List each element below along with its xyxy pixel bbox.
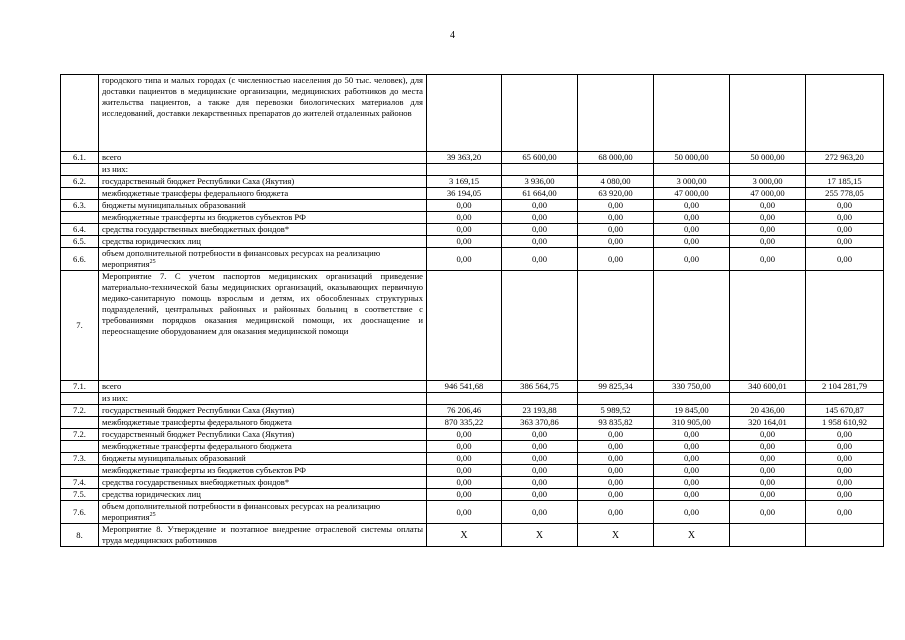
value-cell: 0,00 — [806, 477, 884, 489]
table-row — [61, 381, 884, 393]
value-cell: 330 750,00 — [654, 381, 730, 393]
table-row — [61, 417, 884, 429]
value-cell: 0,00 — [578, 489, 654, 501]
table-row — [61, 465, 884, 477]
value-cell: 61 664,00 — [502, 188, 578, 200]
row-index — [61, 212, 99, 224]
value-cell: 0,00 — [654, 453, 730, 465]
value-cell: 0,00 — [427, 236, 502, 248]
value-cell — [654, 393, 730, 405]
event-description: Мероприятие 8. Утверждение и поэтапное внедрение отраслевой системы оплаты труда медицинских работников — [99, 524, 427, 547]
row-label — [99, 501, 427, 524]
value-cell: 0,00 — [654, 429, 730, 441]
row-index: 6.6. — [61, 248, 99, 271]
row-index — [61, 441, 99, 453]
value-cell: 0,00 — [427, 429, 502, 441]
value-cell: 145 670,87 — [806, 405, 884, 417]
table-row — [61, 405, 884, 417]
empty-cell — [654, 271, 730, 381]
value-cell: 39 363,20 — [427, 152, 502, 164]
row-index: 7.1. — [61, 381, 99, 393]
row-label: всего — [99, 381, 427, 393]
value-cell: 0,00 — [502, 501, 578, 524]
value-cell: 0,00 — [806, 453, 884, 465]
value-cell: 17 185,15 — [806, 176, 884, 188]
table-row — [61, 524, 884, 547]
value-cell: 99 825,34 — [578, 381, 654, 393]
value-cell: 68 000,00 — [578, 152, 654, 164]
value-cell: 0,00 — [806, 224, 884, 236]
empty-cell — [427, 271, 502, 381]
value-cell: 0,00 — [578, 441, 654, 453]
table-row — [61, 75, 884, 152]
value-cell — [806, 524, 884, 547]
value-cell: 0,00 — [730, 248, 806, 271]
value-cell: 65 600,00 — [502, 152, 578, 164]
table-row — [61, 224, 884, 236]
value-cell: 0,00 — [578, 224, 654, 236]
value-cell: 23 193,88 — [502, 405, 578, 417]
value-cell: 20 436,00 — [730, 405, 806, 417]
table-row — [61, 236, 884, 248]
row-index: 7. — [61, 271, 99, 381]
value-cell: 0,00 — [427, 453, 502, 465]
value-cell: 0,00 — [502, 200, 578, 212]
value-cell — [502, 393, 578, 405]
value-cell — [730, 524, 806, 547]
budget-table-body — [61, 75, 884, 547]
value-cell: 0,00 — [654, 501, 730, 524]
value-cell: 0,00 — [730, 489, 806, 501]
row-index: 7.3. — [61, 453, 99, 465]
row-label: средства государственных внебюджетных фондов* — [99, 477, 427, 489]
value-cell: 0,00 — [730, 200, 806, 212]
row-index: 6.2. — [61, 176, 99, 188]
row-index: 6.1. — [61, 152, 99, 164]
value-cell: 272 963,20 — [806, 152, 884, 164]
table-row — [61, 393, 884, 405]
row-index — [61, 188, 99, 200]
value-cell: 2 104 281,79 — [806, 381, 884, 393]
value-cell: 0,00 — [578, 453, 654, 465]
value-cell: 63 920,00 — [578, 188, 654, 200]
value-cell: 0,00 — [654, 200, 730, 212]
table-row — [61, 176, 884, 188]
value-cell: 0,00 — [502, 429, 578, 441]
value-cell: 1 958 610,92 — [806, 417, 884, 429]
value-cell: 0,00 — [730, 465, 806, 477]
row-label: государственный бюджет Республики Саха (Якутия) — [99, 176, 427, 188]
value-cell: 0,00 — [427, 477, 502, 489]
value-cell — [578, 164, 654, 176]
row-label: всего — [99, 152, 427, 164]
row-label: межбюджетные трансферты из бюджетов субъектов РФ — [99, 465, 427, 477]
value-cell: 0,00 — [427, 501, 502, 524]
table-row — [61, 164, 884, 176]
empty-cell — [806, 75, 884, 152]
value-cell: X — [502, 524, 578, 547]
table-row — [61, 441, 884, 453]
value-cell: 0,00 — [654, 236, 730, 248]
value-cell: 4 080,00 — [578, 176, 654, 188]
value-cell: 19 845,00 — [654, 405, 730, 417]
value-cell: 0,00 — [654, 212, 730, 224]
value-cell: 3 000,00 — [730, 176, 806, 188]
empty-cell — [578, 271, 654, 381]
row-label: межбюджетные трансферты федерального бюджета — [99, 441, 427, 453]
row-label-text: объем дополнительной потребности в финансовых ресурсах на реализацию мероприятия — [102, 248, 381, 269]
value-cell: 0,00 — [578, 212, 654, 224]
empty-cell — [730, 75, 806, 152]
value-cell — [578, 393, 654, 405]
table-row — [61, 271, 884, 381]
value-cell: 0,00 — [654, 489, 730, 501]
value-cell: 255 778,05 — [806, 188, 884, 200]
value-cell: 0,00 — [806, 429, 884, 441]
row-index — [61, 417, 99, 429]
value-cell: 47 000,00 — [730, 188, 806, 200]
row-label-text: объем дополнительной потребности в финансовых ресурсах на реализацию мероприятия — [102, 501, 381, 522]
value-cell: 0,00 — [427, 224, 502, 236]
table-row — [61, 489, 884, 501]
value-cell: 363 370,86 — [502, 417, 578, 429]
value-cell: 3 000,00 — [654, 176, 730, 188]
value-cell: 0,00 — [502, 465, 578, 477]
value-cell: 0,00 — [578, 465, 654, 477]
row-index: 7.2. — [61, 429, 99, 441]
empty-cell — [654, 75, 730, 152]
row-index: 7.2. — [61, 405, 99, 417]
row-label: межбюджетные трансферты федерального бюджета — [99, 417, 427, 429]
value-cell: 50 000,00 — [730, 152, 806, 164]
value-cell — [730, 164, 806, 176]
value-cell: 320 164,01 — [730, 417, 806, 429]
row-index: 7.6. — [61, 501, 99, 524]
value-cell: 0,00 — [578, 248, 654, 271]
value-cell: 0,00 — [806, 248, 884, 271]
row-index — [61, 164, 99, 176]
value-cell: 0,00 — [730, 212, 806, 224]
value-cell: 0,00 — [578, 200, 654, 212]
value-cell — [806, 393, 884, 405]
value-cell: 0,00 — [502, 212, 578, 224]
row-label: средства государственных внебюджетных фондов* — [99, 224, 427, 236]
table-row — [61, 453, 884, 465]
row-index — [61, 75, 99, 152]
value-cell: X — [427, 524, 502, 547]
value-cell: 0,00 — [730, 441, 806, 453]
row-label: государственный бюджет Республики Саха (Якутия) — [99, 405, 427, 417]
value-cell: 0,00 — [502, 477, 578, 489]
value-cell: 870 335,22 — [427, 417, 502, 429]
row-index — [61, 465, 99, 477]
value-cell: 76 206,46 — [427, 405, 502, 417]
value-cell — [654, 164, 730, 176]
value-cell: 946 541,68 — [427, 381, 502, 393]
value-cell: X — [578, 524, 654, 547]
event-description: Мероприятие 7. С учетом паспортов медицинских организаций приведение материально-технической базы медицинских организаций, оказывающих первичную медико-санитарную помощь взрослым и детям, их обособленных структурных подразделений, центральных районных и районных больниц в соответствие с требованиями порядков оказания медицинской помощи, их дооснащение и переоснащение оборудованием для оказания медицинской помощи — [99, 271, 427, 381]
table-row — [61, 477, 884, 489]
footnote-mark: 25 — [149, 259, 156, 266]
value-cell: 50 000,00 — [654, 152, 730, 164]
value-cell: 0,00 — [730, 453, 806, 465]
value-cell: 310 905,00 — [654, 417, 730, 429]
value-cell: 0,00 — [502, 236, 578, 248]
value-cell: 0,00 — [502, 441, 578, 453]
row-index: 6.5. — [61, 236, 99, 248]
row-label: из них: — [99, 164, 427, 176]
value-cell: 0,00 — [502, 224, 578, 236]
row-label: средства юридических лиц — [99, 489, 427, 501]
row-label: государственный бюджет Республики Саха (Якутия) — [99, 429, 427, 441]
value-cell — [730, 393, 806, 405]
table-row — [61, 501, 884, 524]
row-index: 6.3. — [61, 200, 99, 212]
value-cell: 0,00 — [427, 441, 502, 453]
value-cell: 0,00 — [502, 248, 578, 271]
value-cell: 0,00 — [578, 236, 654, 248]
value-cell: 0,00 — [502, 453, 578, 465]
table-row — [61, 429, 884, 441]
value-cell: 0,00 — [730, 429, 806, 441]
row-label — [99, 248, 427, 271]
row-label: межбюджетные трансферты из бюджетов субъектов РФ — [99, 212, 427, 224]
value-cell: 0,00 — [427, 200, 502, 212]
row-index: 7.5. — [61, 489, 99, 501]
value-cell: 0,00 — [502, 489, 578, 501]
value-cell: 0,00 — [427, 465, 502, 477]
value-cell: 0,00 — [654, 224, 730, 236]
value-cell: 0,00 — [730, 501, 806, 524]
footnote-mark: 25 — [149, 512, 156, 519]
row-label: из них: — [99, 393, 427, 405]
table-row — [61, 188, 884, 200]
value-cell: 3 936,00 — [502, 176, 578, 188]
row-label: бюджеты муниципальных образований — [99, 453, 427, 465]
value-cell: 0,00 — [654, 477, 730, 489]
value-cell: 0,00 — [654, 441, 730, 453]
value-cell: 0,00 — [578, 477, 654, 489]
row-index: 6.4. — [61, 224, 99, 236]
value-cell: 47 000,00 — [654, 188, 730, 200]
table-row — [61, 212, 884, 224]
value-cell: 0,00 — [578, 429, 654, 441]
event-description-continued: городского типа и малых городах (с численностью населения до 50 тыс. человек), для доставки пациентов в медицинские организации, медицинских работников до места жительства пациентов, а также для перевозки биологических материалов для исследований, доставки лекарственных препаратов до жителей отдаленных районов — [99, 75, 427, 152]
value-cell: 36 194,05 — [427, 188, 502, 200]
value-cell: 0,00 — [654, 465, 730, 477]
value-cell — [427, 164, 502, 176]
value-cell: 0,00 — [427, 248, 502, 271]
value-cell: X — [654, 524, 730, 547]
value-cell: 3 169,15 — [427, 176, 502, 188]
value-cell: 0,00 — [806, 212, 884, 224]
table-row — [61, 248, 884, 271]
value-cell: 0,00 — [578, 501, 654, 524]
table-row — [61, 152, 884, 164]
value-cell — [502, 164, 578, 176]
value-cell: 0,00 — [806, 200, 884, 212]
value-cell: 0,00 — [427, 212, 502, 224]
value-cell: 0,00 — [806, 489, 884, 501]
table-row — [61, 200, 884, 212]
row-index — [61, 393, 99, 405]
value-cell: 0,00 — [806, 441, 884, 453]
row-label: средства юридических лиц — [99, 236, 427, 248]
empty-cell — [502, 271, 578, 381]
value-cell: 0,00 — [730, 236, 806, 248]
value-cell: 93 835,82 — [578, 417, 654, 429]
page-number: 4 — [450, 30, 455, 41]
row-label: межбюджетные трансферы федерального бюджета — [99, 188, 427, 200]
value-cell — [806, 164, 884, 176]
value-cell: 0,00 — [654, 248, 730, 271]
empty-cell — [502, 75, 578, 152]
value-cell: 0,00 — [730, 224, 806, 236]
value-cell — [427, 393, 502, 405]
budget-table — [60, 74, 884, 547]
empty-cell — [730, 271, 806, 381]
value-cell: 340 600,01 — [730, 381, 806, 393]
row-label: бюджеты муниципальных образований — [99, 200, 427, 212]
empty-cell — [806, 271, 884, 381]
empty-cell — [578, 75, 654, 152]
value-cell: 0,00 — [806, 501, 884, 524]
value-cell: 386 564,75 — [502, 381, 578, 393]
value-cell: 0,00 — [806, 465, 884, 477]
row-index: 8. — [61, 524, 99, 547]
value-cell: 0,00 — [427, 489, 502, 501]
empty-cell — [427, 75, 502, 152]
value-cell: 5 989,52 — [578, 405, 654, 417]
value-cell: 0,00 — [806, 236, 884, 248]
row-index: 7.4. — [61, 477, 99, 489]
value-cell: 0,00 — [730, 477, 806, 489]
